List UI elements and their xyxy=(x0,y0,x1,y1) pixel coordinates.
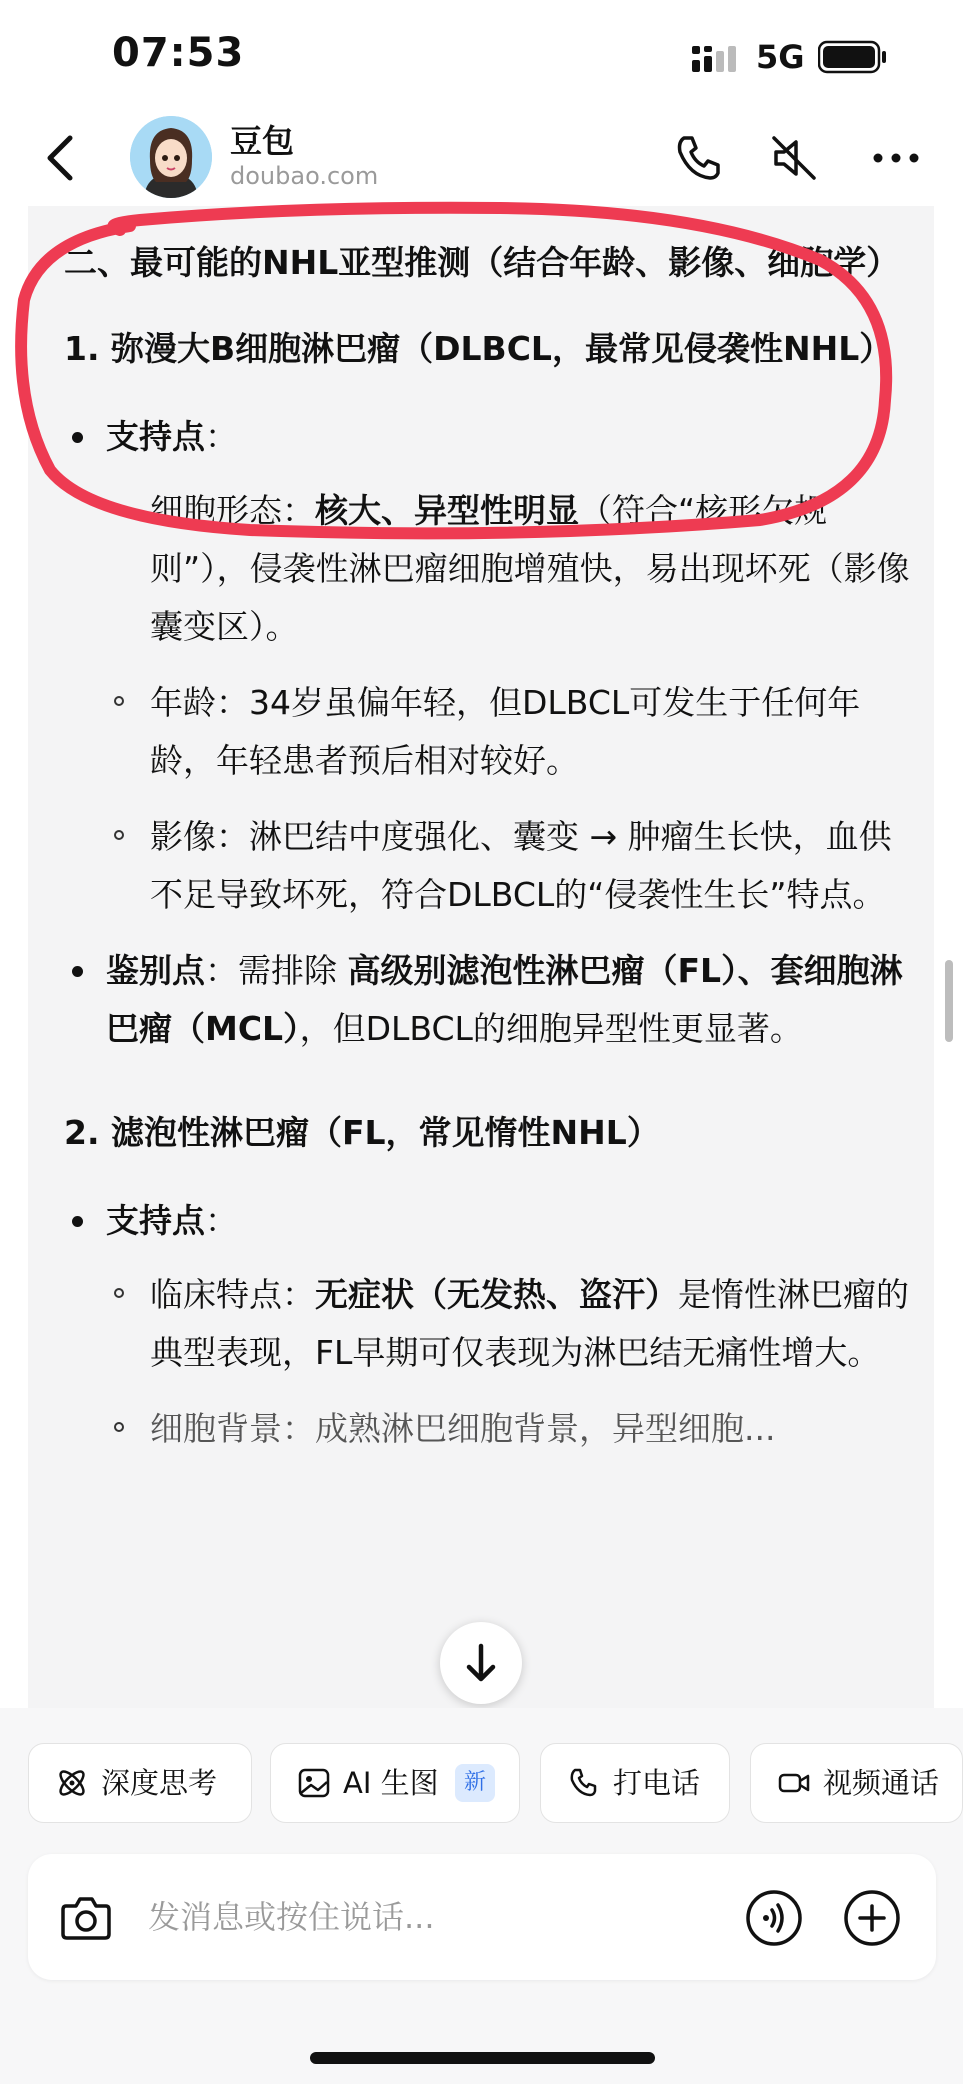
status-time: 07:53 xyxy=(112,30,245,76)
voice-icon[interactable] xyxy=(744,1888,804,1948)
back-icon[interactable] xyxy=(32,128,92,188)
message-content xyxy=(28,206,934,1708)
chip-label: 打电话 xyxy=(613,1766,701,1800)
list-item: 支持点： xyxy=(64,408,924,466)
scroll-down-button[interactable] xyxy=(440,1622,522,1704)
avatar[interactable] xyxy=(130,116,212,198)
status-bar xyxy=(0,0,963,110)
list-item xyxy=(64,674,924,790)
list-item xyxy=(64,942,924,1058)
point-bold: 无症状（无发热、盗汗） xyxy=(315,1275,678,1314)
message-input-bar[interactable] xyxy=(28,1854,936,1980)
point-label: 细胞形态： xyxy=(150,491,315,530)
chip-ai-image[interactable] xyxy=(270,1743,520,1823)
list-item xyxy=(64,808,924,924)
point-text: 淋巴结中度强化、囊变 → 肿瘤生长快，血供不足导致坏死，符合DLBCL的“侵袭性生长”特点。 xyxy=(150,817,892,914)
speaker-muted-icon[interactable] xyxy=(764,128,824,188)
more-icon[interactable] xyxy=(866,128,926,188)
chip-label: AI 生图 xyxy=(343,1766,439,1800)
section-title: 二、最可能的NHL亚型推测（结合年龄、影像、细胞学） xyxy=(64,243,900,282)
item1-title: 1. 弥漫大B细胞淋巴瘤（DLBCL，最常见侵袭性NHL） xyxy=(64,329,893,368)
phone-icon xyxy=(567,1766,601,1800)
signal-icon xyxy=(692,46,748,72)
chip-label: 视频通话 xyxy=(823,1766,940,1800)
plus-icon[interactable] xyxy=(842,1888,902,1948)
chip-label: 深度思考 xyxy=(101,1766,218,1800)
point-label: 年龄： xyxy=(150,683,249,722)
battery-icon xyxy=(818,40,888,74)
item2-title: 2. 滤泡性淋巴瘤（FL，常见惰性NHL） xyxy=(64,1113,660,1152)
video-icon xyxy=(777,1766,811,1800)
point-text: 34岁虽偏年轻，但DLBCL可发生于任何年龄，年轻患者预后相对较好。 xyxy=(150,683,861,780)
chip-deep-think[interactable] xyxy=(28,1743,252,1823)
support-label: 支持点 xyxy=(106,1201,205,1240)
bottom-panel xyxy=(0,1708,963,2084)
phone-icon[interactable] xyxy=(668,128,728,188)
point-label: 临床特点： xyxy=(150,1275,315,1314)
diff-prefix: ：需排除 xyxy=(205,951,348,990)
list-item xyxy=(64,1266,924,1382)
message-input[interactable]: 发消息或按住说话... xyxy=(148,1898,435,1936)
support-label: 支持点 xyxy=(106,417,205,456)
camera-icon[interactable] xyxy=(60,1892,112,1942)
chat-subtitle: doubao.com xyxy=(230,162,379,190)
diff-bold: 高级别滤泡性淋巴瘤（FL）、套细胞淋巴瘤（MCL） xyxy=(106,951,903,1048)
home-indicator[interactable] xyxy=(310,2052,655,2064)
cutoff-text: 细胞背景：成熟淋巴细胞背景，异型细胞... xyxy=(150,1409,776,1448)
diff-suffix: ，但DLBCL的细胞异型性更显著。 xyxy=(299,1009,803,1048)
point-text: （符合“核形欠规则”），侵袭性淋巴瘤细胞增殖快，易出现坏死（影像囊变区）。 xyxy=(150,491,910,646)
atom-icon xyxy=(55,1766,89,1800)
chat-title: 豆包 xyxy=(230,122,295,160)
chip-video-call[interactable] xyxy=(750,1743,963,1823)
arrow-down-icon xyxy=(440,1622,522,1704)
image-icon xyxy=(297,1766,331,1800)
chip-phone-call[interactable] xyxy=(540,1743,730,1823)
scrollbar[interactable] xyxy=(945,960,953,1042)
network-type: 5G xyxy=(756,38,805,76)
list-item-cutoff xyxy=(64,1400,924,1458)
point-text: 是惰性淋巴瘤的典型表现，FL早期可仅表现为淋巴结无痛性增大。 xyxy=(150,1275,909,1372)
point-bold: 核大、异型性明显 xyxy=(315,491,579,530)
point-label: 影像： xyxy=(150,817,249,856)
list-item xyxy=(64,482,924,656)
diff-label: 鉴别点 xyxy=(106,951,205,990)
chat-header xyxy=(0,110,963,206)
list-item: 支持点： xyxy=(64,1192,924,1250)
new-badge: 新 xyxy=(455,1764,495,1802)
